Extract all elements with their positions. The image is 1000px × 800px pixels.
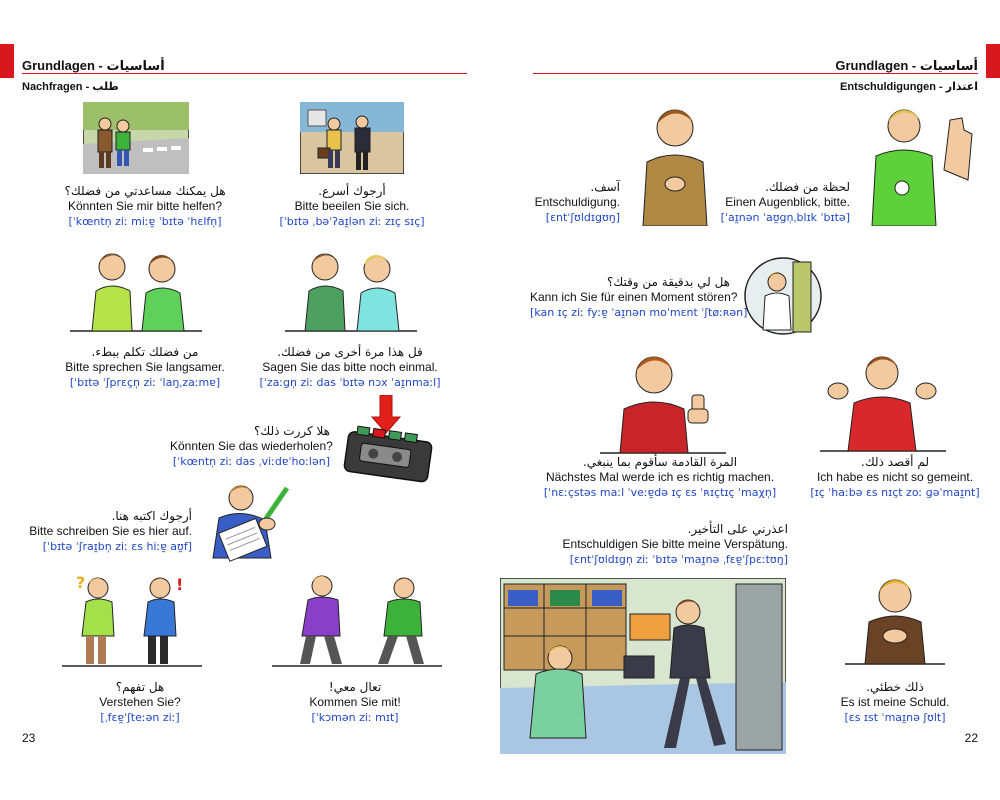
phrase-entry <box>20 509 192 555</box>
recorder-repeat-illustration <box>340 395 440 487</box>
my-fault-illustration <box>845 570 945 666</box>
phrase-entry <box>800 455 990 501</box>
write-down-illustration <box>205 480 295 572</box>
arabic-text: ذلك خطئي. <box>866 680 924 694</box>
page-number: 22 <box>964 731 978 745</box>
phrase-entry <box>540 455 780 501</box>
speak-slowly-illustration <box>70 245 202 335</box>
german-text: Entschuldigen Sie bitte meine Verspätung. <box>562 537 788 551</box>
phrase-entry <box>55 184 235 230</box>
german-text: Kommen Sie mit! <box>309 695 401 709</box>
right-page <box>500 0 1000 800</box>
arabic-text: تعال معي! <box>328 680 382 694</box>
german-text: Ich habe es nicht so gemeint. <box>816 470 974 484</box>
late-arrival-office-illustration <box>500 578 786 754</box>
arabic-text: أرجوك أسرع. <box>318 184 386 198</box>
german-text: Verstehen Sie? <box>99 695 181 709</box>
didnt-mean-it-illustration <box>820 345 946 453</box>
arabic-text: المرة القادمة سأقوم بما ينبغي. <box>582 455 738 469</box>
phrase-entry <box>170 424 333 470</box>
phrase-entry <box>835 680 955 726</box>
arabic-text: هل لي بدقيقة من وقتك؟ <box>606 275 730 289</box>
hurry-illustration <box>300 102 404 174</box>
phonetic-text: [ɛntˈʃʊldɪgn̩ ziː ˈbɪtə ˈmaɪ̯nə ˌfɛɐ̯ˈʃpɛːtʊŋ] <box>569 553 788 566</box>
subsection-title: Nachfragen - طلب <box>22 81 119 93</box>
apologizing-man-illustration <box>635 100 715 226</box>
arabic-text: من فضلك تكلم ببطء. <box>91 345 199 359</box>
header-rule <box>22 73 467 74</box>
phrase-entry <box>55 680 225 726</box>
german-text: Einen Augenblick, bitte. <box>725 195 850 209</box>
phonetic-text: [ɛntˈʃʊldɪgʊŋ] <box>545 211 620 224</box>
german-text: Könnten Sie das wiederholen? <box>170 439 333 453</box>
come-with-me-illustration <box>272 570 442 670</box>
german-text: Bitte sprechen Sie langsamer. <box>65 360 225 374</box>
german-text: Bitte schreiben Sie es hier auf. <box>29 524 192 538</box>
german-text: Könnten Sie mir bitte helfen? <box>67 199 223 213</box>
svg-text:!: ! <box>176 575 184 594</box>
understand-illustration <box>62 570 202 670</box>
phrase-entry <box>250 345 450 391</box>
section-tab-marker <box>0 44 14 78</box>
header-rule <box>533 73 978 74</box>
phonetic-text: [ˌfɛɐ̯ˈʃteːən ziː] <box>100 711 180 724</box>
phonetic-text: [ˈzaːgn̩ ziː das ˈbɪtə nɔx ˈaɪ̯nmaːl] <box>259 376 441 389</box>
section-title: Grundlagen - أساسيات <box>835 58 978 73</box>
german-text: Kann ich Sie für einen Moment stören? <box>530 290 738 304</box>
german-text: Es ist meine Schuld. <box>840 695 950 709</box>
section-title: Grundlagen - أساسيات <box>22 58 165 73</box>
phonetic-text: [kan ɪç ziː fyːɐ̯ ˈaɪ̯nən moˈmɛnt ˈʃtøːʀən] <box>530 306 748 319</box>
subsection-title: Entschuldigungen - اعتذار <box>840 81 978 93</box>
phonetic-text: [ˈbɪtə ˈʃraɪ̯bn̩ ziː ɛs hiːɐ̯ aʊ̯f] <box>42 540 192 553</box>
arabic-text: هلا كررت ذلك؟ <box>253 424 330 438</box>
arabic-text: هل تفهم؟ <box>115 680 165 694</box>
one-moment-illustration <box>858 100 978 226</box>
arabic-text: قل هذا مرة أخرى من فضلك. <box>277 345 423 359</box>
section-tab-marker <box>986 44 1000 78</box>
phrase-entry <box>262 184 442 230</box>
german-text: Sagen Sie das bitte noch einmal. <box>262 360 438 374</box>
phonetic-text: [ɪç ˈhaːbə ɛs nɪçt zoː gəˈmaɪ̯nt] <box>810 486 980 499</box>
phrase-entry <box>270 680 440 726</box>
thumbs-up-illustration <box>600 345 726 455</box>
phrase-entry <box>55 345 235 391</box>
street-helper-illustration <box>83 102 189 174</box>
page-number: 23 <box>22 731 36 745</box>
svg-text:?: ? <box>76 573 86 592</box>
phrase-entry <box>720 180 850 226</box>
arabic-text: آسف. <box>590 180 620 194</box>
phonetic-text: [ˈkɔmən ziː mɪt] <box>311 711 399 724</box>
phrase-entry <box>560 522 788 568</box>
arabic-text: لحظة من فضلك. <box>765 180 850 194</box>
arabic-text: لم أقصد ذلك. <box>861 455 929 469</box>
german-text: Bitte beeilen Sie sich. <box>294 199 410 213</box>
say-again-illustration <box>285 245 417 335</box>
phonetic-text: [ˈbɪtə ˌbəˈʔaɪ̯lən ziː zɪç sɪç] <box>279 215 425 228</box>
arabic-text: هل يمكنك مساعدتي من فضلك؟ <box>64 184 226 198</box>
phrase-entry <box>510 180 620 226</box>
german-text: Nächstes Mal werde ich es richtig machen. <box>545 470 775 484</box>
german-text: Entschuldigung. <box>534 195 620 209</box>
arabic-text: أرجوك اكتبه هنا. <box>111 509 192 523</box>
phonetic-text: [ˈbɪtə ˈʃprɛçn̩ ziː ˈlaŋˌzaːmɐ] <box>69 376 221 389</box>
phonetic-text: [ˈaɪ̯nən ˈaʊ̯gn̩ˌblɪk ˈbɪtə] <box>720 211 850 224</box>
phonetic-text: [ˈkœntn̩ ziː das ˌviːdɐˈhoːlən] <box>172 455 330 468</box>
phonetic-text: [ˈkœntn̩ ziː miːɐ̯ ˈbɪtə ˈhɛlfn̩] <box>68 215 222 228</box>
arabic-text: اعذرني على التأخير. <box>687 522 788 536</box>
phrase-entry <box>530 275 748 321</box>
knocking-door-illustration <box>743 256 823 336</box>
phonetic-text: [ɛs ɪst ˈmaɪ̯nə ʃʊlt] <box>844 711 946 724</box>
phonetic-text: [ˈnɛːçstəs maːl ˈveːɐ̯də ɪç ɛs ˈʀɪçtɪç ˈmaχn̩] <box>543 486 777 499</box>
